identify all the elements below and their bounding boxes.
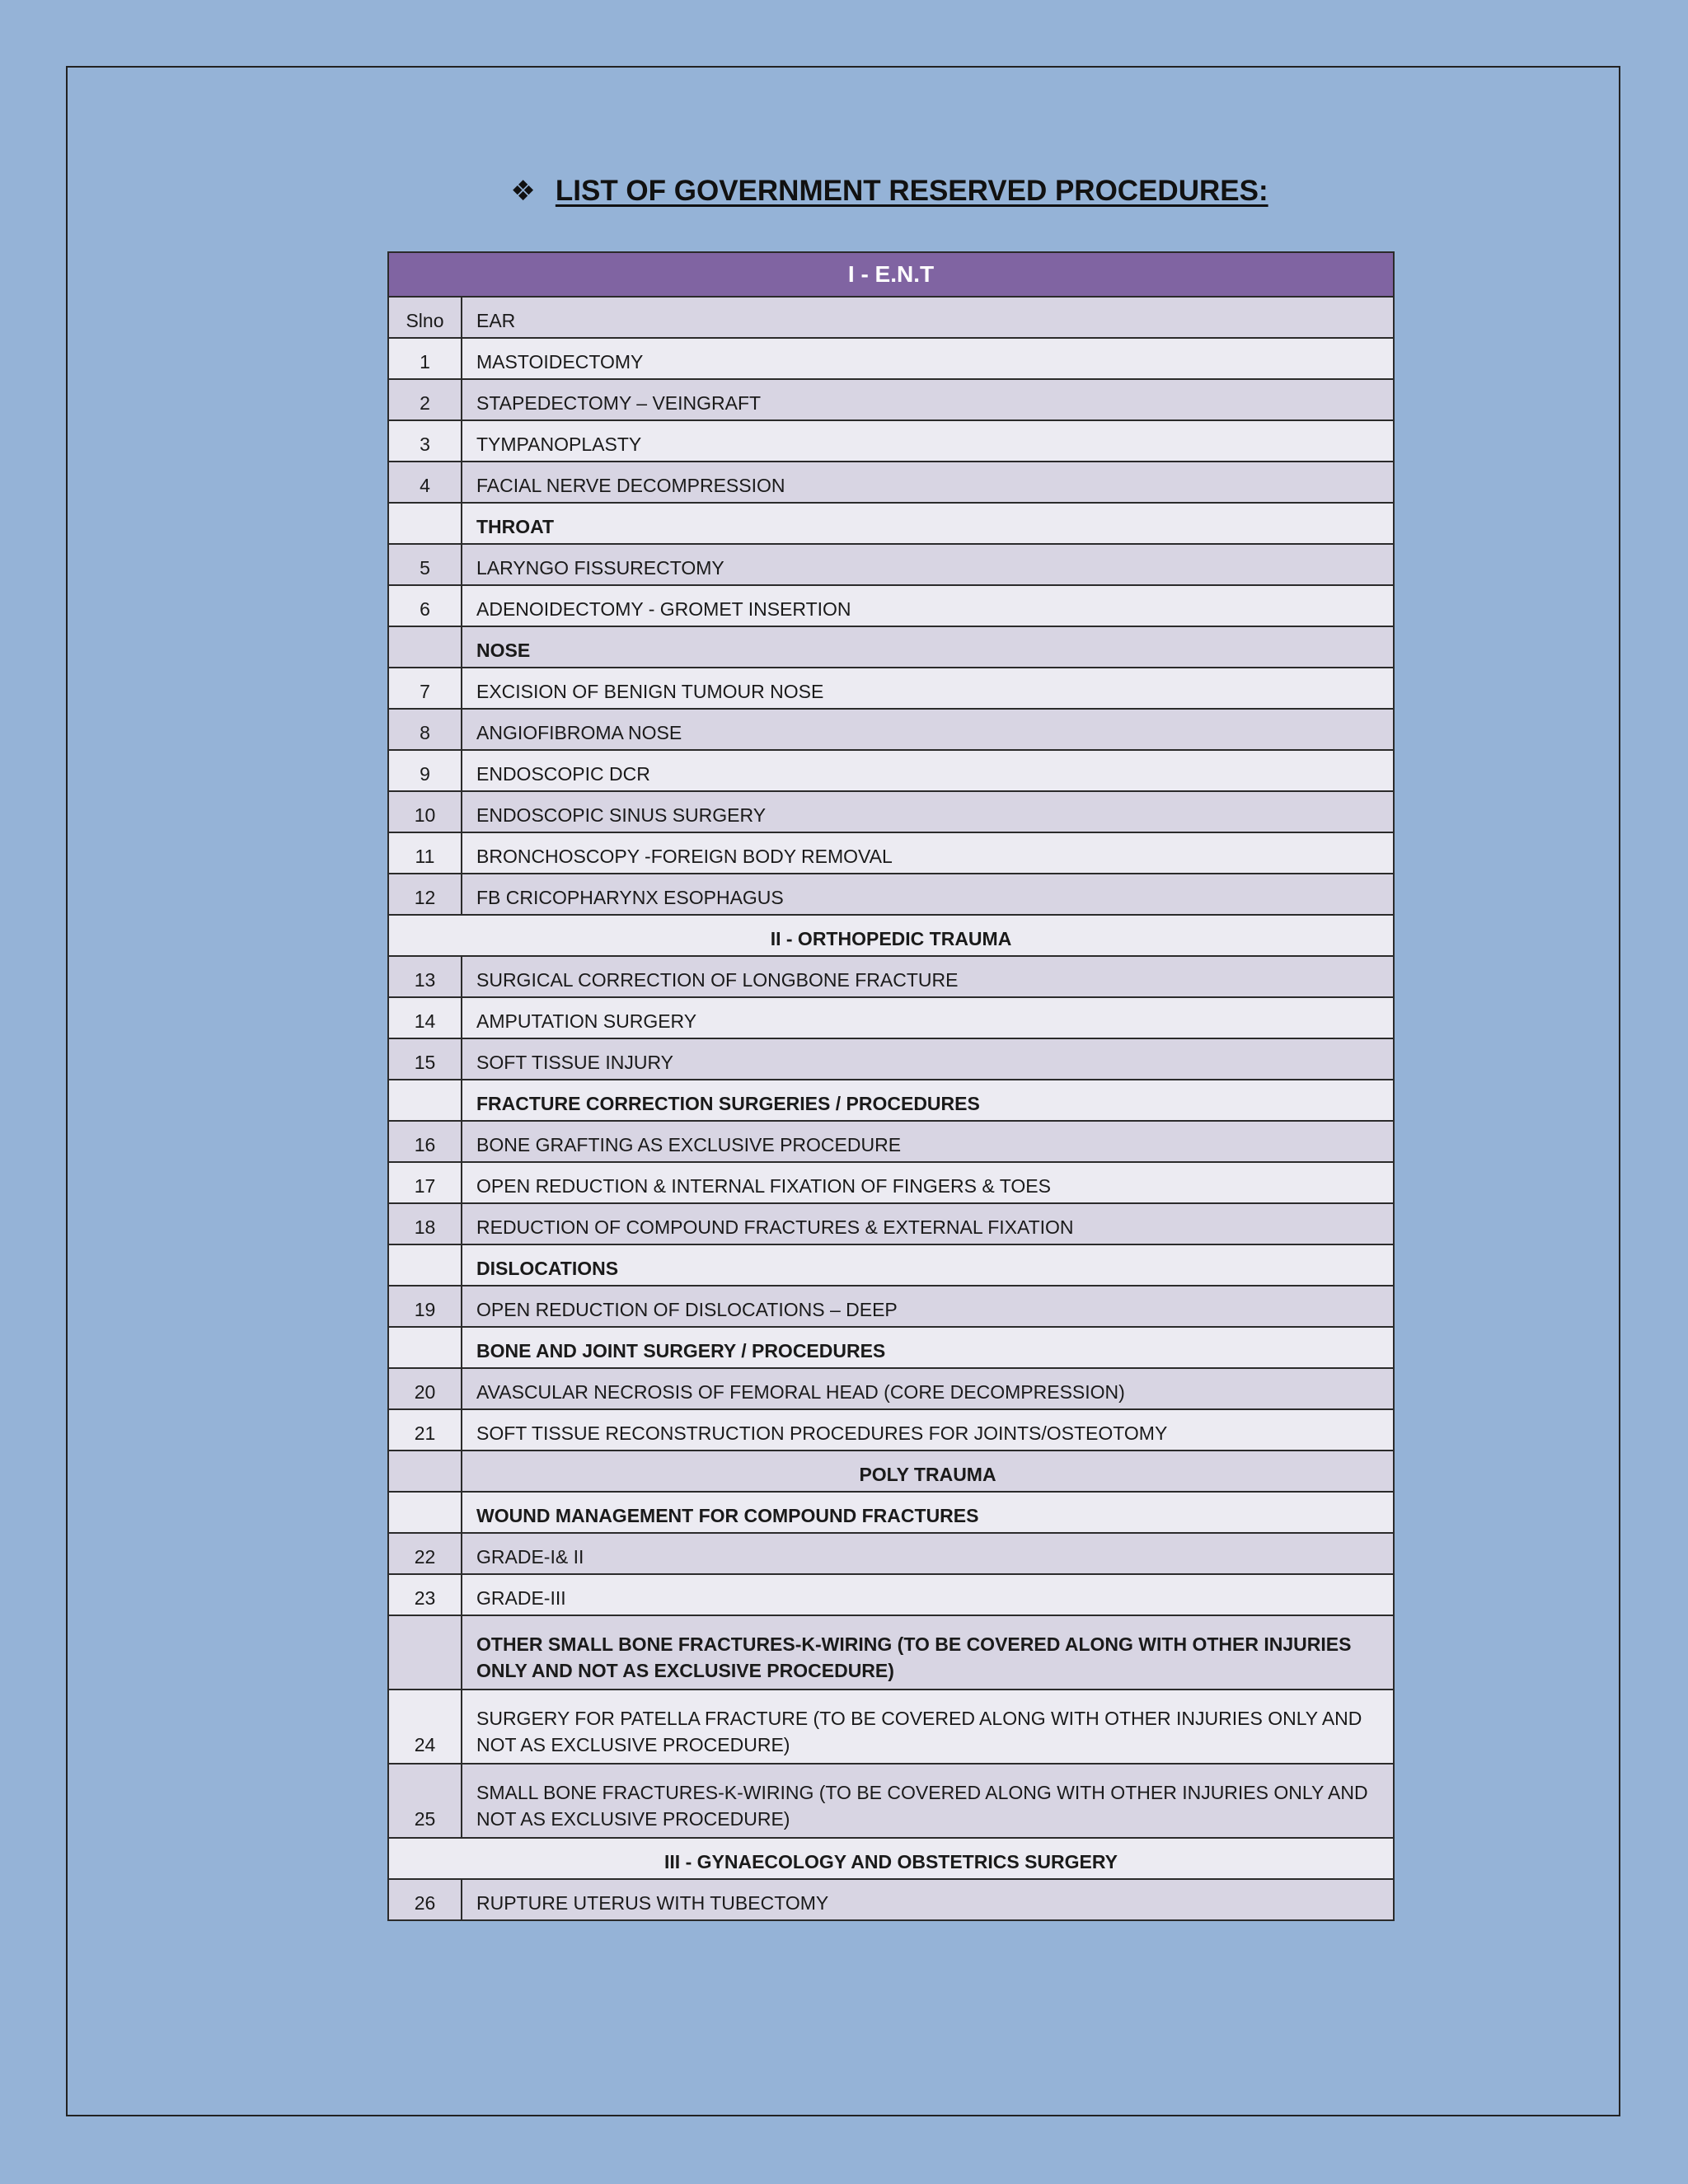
table-row	[388, 379, 1394, 420]
subsection-title: THROAT	[462, 503, 1394, 544]
procedure-name: OPEN REDUCTION & INTERNAL FIXATION OF FINGERS & TOES	[462, 1162, 1394, 1203]
section-row	[388, 626, 1394, 668]
procedure-name: RUPTURE UTERUS WITH TUBECTOMY	[462, 1879, 1394, 1920]
table-row	[388, 832, 1394, 874]
section-row	[388, 915, 1394, 956]
section-row	[388, 1451, 1394, 1492]
row-number	[388, 1451, 462, 1492]
subsection-title: FRACTURE CORRECTION SURGERIES / PROCEDURES	[462, 1080, 1394, 1121]
row-number: 5	[388, 544, 462, 585]
table-row	[388, 1879, 1394, 1920]
section-row	[388, 1327, 1394, 1368]
row-number: 9	[388, 750, 462, 791]
procedure-name: ENDOSCOPIC DCR	[462, 750, 1394, 791]
table-row	[388, 1690, 1394, 1764]
procedure-name: SOFT TISSUE INJURY	[462, 1038, 1394, 1080]
table-row	[388, 544, 1394, 585]
procedure-name: ADENOIDECTOMY - GROMET INSERTION	[462, 585, 1394, 626]
procedure-name: AMPUTATION SURGERY	[462, 997, 1394, 1038]
section-title: III - GYNAECOLOGY AND OBSTETRICS SURGERY	[388, 1838, 1394, 1879]
row-number: 26	[388, 1879, 462, 1920]
table-row	[388, 874, 1394, 915]
subsection-title: POLY TRAUMA	[462, 1451, 1394, 1492]
row-number: 8	[388, 709, 462, 750]
procedure-name: GRADE-I& II	[462, 1533, 1394, 1574]
procedure-name: AVASCULAR NECROSIS OF FEMORAL HEAD (CORE DECOMPRESSION)	[462, 1368, 1394, 1409]
procedure-name: SURGERY FOR PATELLA FRACTURE (TO BE COVERED ALONG WITH OTHER INJURIES ONLY AND NOT AS EXCLUSIVE PROCEDURE)	[462, 1690, 1394, 1764]
row-number	[388, 503, 462, 544]
section-row	[388, 1492, 1394, 1533]
procedures-table	[387, 251, 1395, 1921]
row-number	[388, 1244, 462, 1286]
row-number: 13	[388, 956, 462, 997]
row-number: 23	[388, 1574, 462, 1615]
table-row	[388, 1203, 1394, 1244]
table-row	[388, 1574, 1394, 1615]
row-number	[388, 1327, 462, 1368]
row-number	[388, 1492, 462, 1533]
row-number: 11	[388, 832, 462, 874]
title-block	[0, 175, 1688, 221]
column-header-row	[388, 297, 1394, 338]
row-number: 24	[388, 1690, 462, 1764]
section-row	[388, 1615, 1394, 1690]
procedure-name: SURGICAL CORRECTION OF LONGBONE FRACTURE	[462, 956, 1394, 997]
row-number: 14	[388, 997, 462, 1038]
procedure-name: REDUCTION OF COMPOUND FRACTURES & EXTERNAL FIXATION	[462, 1203, 1394, 1244]
table-header-row	[388, 252, 1394, 297]
section-row	[388, 1080, 1394, 1121]
column-header-section: EAR	[462, 297, 1394, 338]
table-row	[388, 750, 1394, 791]
procedure-name: MASTOIDECTOMY	[462, 338, 1394, 379]
table-row	[388, 585, 1394, 626]
section-row	[388, 1838, 1394, 1879]
row-number: 2	[388, 379, 462, 420]
subsection-title: DISLOCATIONS	[462, 1244, 1394, 1286]
row-number: 15	[388, 1038, 462, 1080]
table-row	[388, 420, 1394, 462]
table-row	[388, 462, 1394, 503]
row-number: 1	[388, 338, 462, 379]
row-number	[388, 1080, 462, 1121]
section-header-ent: I - E.N.T	[388, 252, 1394, 297]
subsection-title: BONE AND JOINT SURGERY / PROCEDURES	[462, 1327, 1394, 1368]
procedure-name: BONE GRAFTING AS EXCLUSIVE PROCEDURE	[462, 1121, 1394, 1162]
procedure-name: ENDOSCOPIC SINUS SURGERY	[462, 791, 1394, 832]
row-number: 4	[388, 462, 462, 503]
table-row	[388, 709, 1394, 750]
row-number: 6	[388, 585, 462, 626]
section-row	[388, 503, 1394, 544]
procedure-name: BRONCHOSCOPY -FOREIGN BODY REMOVAL	[462, 832, 1394, 874]
procedure-name: GRADE-III	[462, 1574, 1394, 1615]
row-number: 20	[388, 1368, 462, 1409]
column-header-slno: Slno	[388, 297, 462, 338]
table-row	[388, 338, 1394, 379]
procedure-name: FACIAL NERVE DECOMPRESSION	[462, 462, 1394, 503]
row-number: 21	[388, 1409, 462, 1451]
row-number: 16	[388, 1121, 462, 1162]
row-number: 12	[388, 874, 462, 915]
row-number: 7	[388, 668, 462, 709]
row-number: 19	[388, 1286, 462, 1327]
procedure-name: SMALL BONE FRACTURES-K-WIRING (TO BE COVERED ALONG WITH OTHER INJURIES ONLY AND NOT AS EXCLUSIVE PROCEDURE)	[462, 1764, 1394, 1838]
row-number: 17	[388, 1162, 462, 1203]
section-row	[388, 1244, 1394, 1286]
procedure-name: FB CRICOPHARYNX ESOPHAGUS	[462, 874, 1394, 915]
subsection-title: NOSE	[462, 626, 1394, 668]
procedure-name: TYMPANOPLASTY	[462, 420, 1394, 462]
table-row	[388, 1409, 1394, 1451]
row-number: 3	[388, 420, 462, 462]
table-row	[388, 791, 1394, 832]
page-title: LIST OF GOVERNMENT RESERVED PROCEDURES:	[555, 175, 1268, 207]
procedure-name: LARYNGO FISSURECTOMY	[462, 544, 1394, 585]
section-title: II - ORTHOPEDIC TRAUMA	[388, 915, 1394, 956]
row-number	[388, 626, 462, 668]
row-number: 25	[388, 1764, 462, 1838]
procedure-name: SOFT TISSUE RECONSTRUCTION PROCEDURES FOR JOINTS/OSTEOTOMY	[462, 1409, 1394, 1451]
table-row	[388, 1368, 1394, 1409]
table-row	[388, 1286, 1394, 1327]
diamond-bullet-icon: ❖	[510, 176, 536, 207]
subsection-title: OTHER SMALL BONE FRACTURES-K-WIRING (TO BE COVERED ALONG WITH OTHER INJURIES ONLY AND NOT AS EXCLUSIVE PROCEDURE)	[462, 1615, 1394, 1690]
procedure-name: EXCISION OF BENIGN TUMOUR NOSE	[462, 668, 1394, 709]
procedure-name: ANGIOFIBROMA NOSE	[462, 709, 1394, 750]
table-row	[388, 1764, 1394, 1838]
table-row	[388, 1121, 1394, 1162]
row-number: 10	[388, 791, 462, 832]
row-number: 22	[388, 1533, 462, 1574]
table-row	[388, 668, 1394, 709]
table-row	[388, 1038, 1394, 1080]
table-row	[388, 997, 1394, 1038]
procedure-name: OPEN REDUCTION OF DISLOCATIONS – DEEP	[462, 1286, 1394, 1327]
row-number: 18	[388, 1203, 462, 1244]
table-row	[388, 1162, 1394, 1203]
table-row	[388, 956, 1394, 997]
subsection-title: WOUND MANAGEMENT FOR COMPOUND FRACTURES	[462, 1492, 1394, 1533]
table-row	[388, 1533, 1394, 1574]
row-number	[388, 1615, 462, 1690]
procedure-name: STAPEDECTOMY – VEINGRAFT	[462, 379, 1394, 420]
